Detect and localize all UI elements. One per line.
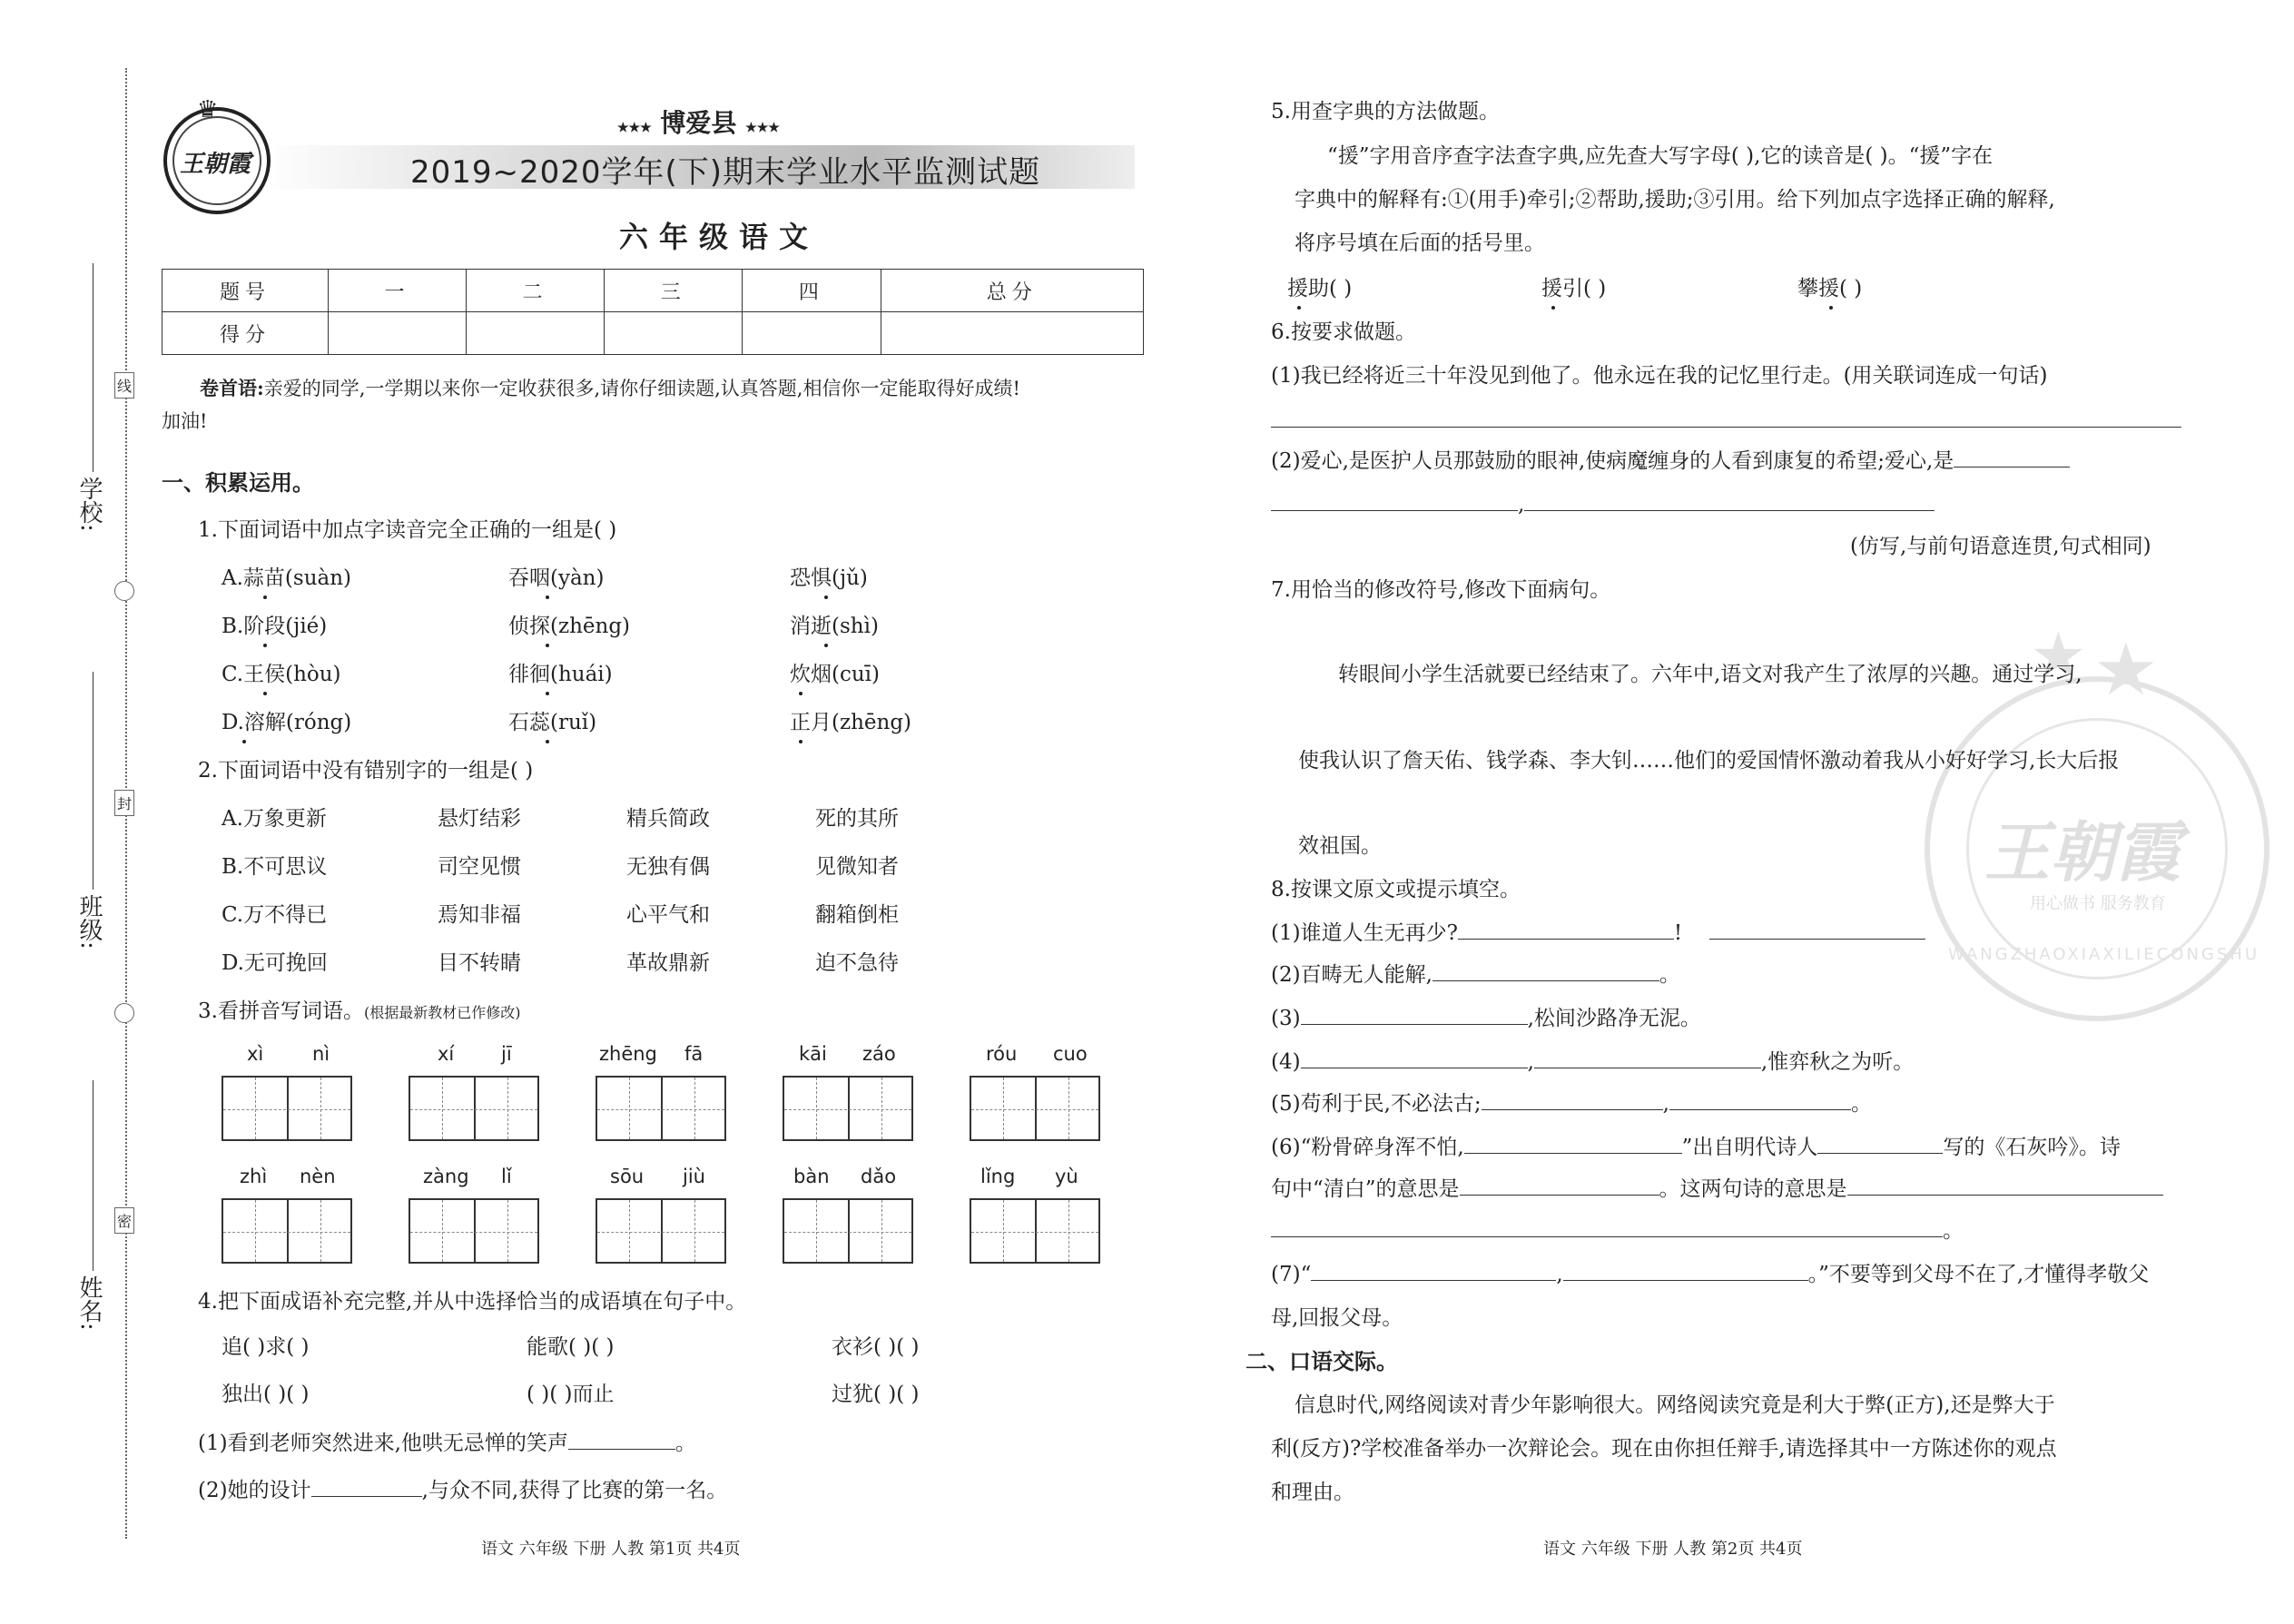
q5-line-2: 字典中的解释有:①(用手)牵引;②帮助,援助;③引用。给下列加点字选择正确的解释, xyxy=(1295,188,2055,212)
q1-option[interactable]: D.溶解(róng) xyxy=(222,711,352,734)
answer-blank[interactable] xyxy=(1954,447,2070,468)
watermark-ring-text: WANGZHAOXIAXILIECONGSHU xyxy=(1948,945,2260,964)
q7-line-2[interactable]: 使我认识了詹天佑、钱学森、李大钊……他们的爱国情怀激动着我从小好好学习,长大后报 xyxy=(1298,749,2120,773)
intro-label: 卷首语: xyxy=(200,377,264,399)
q2-option: 司空见惯 xyxy=(438,855,521,879)
logo-seal xyxy=(163,96,271,214)
q2-stem: 2.下面词语中没有错别字的一组是( ) xyxy=(198,759,534,782)
score-cell: 总分 xyxy=(881,270,1144,312)
answer-blank[interactable] xyxy=(1524,490,1935,511)
pinyin: nì xyxy=(312,1043,330,1065)
answer-blank[interactable] xyxy=(1301,1048,1528,1068)
q1-option: 恐惧(jǔ) xyxy=(790,566,868,590)
class-label: 班级: xyxy=(75,894,103,950)
answer-blank[interactable] xyxy=(1669,1089,1851,1110)
emphasis-dot xyxy=(263,692,267,695)
pinyin: bàn xyxy=(793,1166,830,1187)
pinyin: yù xyxy=(1055,1166,1078,1187)
q2-option: 见微知者 xyxy=(815,855,899,879)
section-2-title: 二、口语交际。 xyxy=(1245,1348,1398,1374)
score-input-cell[interactable] xyxy=(881,312,1144,355)
q2-option[interactable]: C.万不得已 xyxy=(222,903,328,927)
q2-option: 革故鼎新 xyxy=(626,951,710,975)
answer-blank[interactable] xyxy=(1460,1175,1659,1196)
q1-option: 吞咽(yàn) xyxy=(508,566,605,590)
binding-mark-secret: 密 xyxy=(114,1207,134,1234)
emphasis-dot xyxy=(242,740,246,743)
q1-option: 侦探(zhēng) xyxy=(508,615,631,638)
idiom-item[interactable]: 追( )求( ) xyxy=(222,1335,310,1359)
answer-blank[interactable] xyxy=(1301,1004,1528,1025)
q8-item-1: (1)谁道人生无再少? ! xyxy=(1271,919,1925,948)
q2-option[interactable]: D.无可挽回 xyxy=(222,951,328,975)
emphasis-dot xyxy=(546,644,549,647)
q1-option[interactable]: A.蒜苗(suàn) xyxy=(222,566,352,590)
emphasis-dot xyxy=(824,644,828,647)
q8-item-7b: 母,回报父母。 xyxy=(1271,1306,1403,1330)
idiom-item[interactable]: 能歌( )( ) xyxy=(527,1335,615,1359)
q8-item-6b: 句中“清白”的意思是 。这两句诗的意思是 xyxy=(1271,1175,2163,1204)
pinyin: zhēng xyxy=(599,1043,657,1065)
answer-line[interactable] xyxy=(1271,427,2181,428)
section-2-line-3: 和理由。 xyxy=(1271,1481,1354,1504)
answer-blank[interactable] xyxy=(1534,1048,1761,1068)
watermark-seal xyxy=(1925,618,2269,1021)
q1-stem: 1.下面词语中加点字读音完全正确的一组是( ) xyxy=(198,518,617,542)
q8-item-4: (4) , ,惟弈秋之为听。 xyxy=(1271,1048,1914,1077)
q5-line-1: “援”字用音序查字法查字典,应先查大写字母( ),它的读音是( )。“援”字在 xyxy=(1327,144,1994,168)
score-cell: 三 xyxy=(605,270,743,312)
q7-line-3[interactable]: 效祖国。 xyxy=(1298,834,1382,858)
score-cell: 一 xyxy=(329,270,467,312)
q1-option: 消逝(shì) xyxy=(790,615,879,638)
q5-item[interactable]: 援引( ) xyxy=(1541,277,1607,300)
writing-box[interactable] xyxy=(970,1198,1100,1264)
answer-blank[interactable] xyxy=(1464,1133,1682,1154)
q1-option: 正月(zhēng) xyxy=(790,711,912,734)
answer-blank[interactable] xyxy=(1271,490,1518,511)
q5-item[interactable]: 攀援( ) xyxy=(1797,277,1863,300)
emphasis-dot xyxy=(263,595,267,599)
q4-stem: 4.把下面成语补充完整,并从中选择恰当的成语填在句子中。 xyxy=(198,1290,747,1314)
q7-stem: 7.用恰当的修改符号,修改下面病句。 xyxy=(1271,578,1611,602)
answer-blank[interactable] xyxy=(311,1476,422,1497)
emphasis-dot xyxy=(799,692,802,695)
subject-title: 六年级语文 xyxy=(619,220,820,254)
page-footer: 语文 六年级 下册 人教 第2页 共4页 xyxy=(1543,1540,1803,1559)
writing-box[interactable] xyxy=(596,1076,726,1141)
q2-option: 死的其所 xyxy=(815,807,899,831)
score-table-header-row xyxy=(162,270,1144,312)
writing-box[interactable] xyxy=(409,1198,539,1264)
q7-line-1[interactable]: 转眼间小学生活就要已经结束了。六年中,语文对我产生了浓厚的兴趣。通过学习, xyxy=(1338,663,2082,686)
answer-blank[interactable] xyxy=(1817,1133,1943,1154)
idiom-item[interactable]: 衣衫( )( ) xyxy=(832,1335,920,1359)
pinyin: jiù xyxy=(683,1166,705,1187)
q6-note: (仿写,与前句语意连贯,句式相同) xyxy=(1850,535,2151,558)
q1-option: 炊烟(cuī) xyxy=(790,663,880,686)
answer-blank[interactable] xyxy=(1482,1089,1663,1110)
intro-line-2: 加油! xyxy=(162,410,208,432)
watermark-star-icon: ★ xyxy=(2093,627,2159,712)
answer-blank[interactable] xyxy=(1271,1216,1943,1237)
binding-hole-icon xyxy=(114,581,134,601)
pinyin: záo xyxy=(862,1043,896,1065)
section-2-line-2: 利(反方)?学校准备举办一次辩论会。现在由你担任辩手,请选择其中一方陈述你的观点 xyxy=(1271,1437,2057,1461)
section-1-title: 一、积累运用。 xyxy=(162,469,314,496)
q2-option: 无独有偶 xyxy=(626,855,710,879)
page-2 xyxy=(1180,0,2294,1624)
q2-option[interactable]: B.不可思议 xyxy=(222,855,328,879)
score-input-cell[interactable] xyxy=(743,312,881,355)
q6-sentence-2: (2)爱心,是医护人员那鼓励的眼神,使病魔缠身的人看到康复的希望;爱心,是 xyxy=(1271,447,2070,476)
q2-option[interactable]: A.万象更新 xyxy=(222,807,327,831)
q1-option[interactable]: B.阶段(jié) xyxy=(222,615,328,638)
answer-blank[interactable] xyxy=(568,1429,675,1450)
score-table xyxy=(162,269,1144,355)
answer-blank[interactable] xyxy=(1458,919,1674,940)
q4-sentence-1: (1)看到老师突然进来,他哄无忌惮的笑声 。 xyxy=(198,1429,696,1458)
q5-stem: 5.用查字典的方法做题。 xyxy=(1271,100,1500,123)
emphasis-dot xyxy=(1551,306,1555,310)
q8-item-2: (2)百畴无人能解, 。 xyxy=(1271,960,1680,989)
writing-box[interactable] xyxy=(409,1076,539,1141)
writing-box[interactable] xyxy=(222,1198,352,1264)
answer-blank[interactable] xyxy=(1311,1260,1556,1281)
pinyin: cuo xyxy=(1053,1043,1088,1065)
score-table-score-row xyxy=(162,312,1144,355)
pinyin: nèn xyxy=(300,1166,336,1187)
pinyin: kāi xyxy=(799,1043,827,1065)
q2-option: 目不转睛 xyxy=(438,951,521,975)
emphasis-dot xyxy=(263,644,267,647)
score-cell: 题号 xyxy=(162,270,329,312)
emphasis-dot xyxy=(1829,306,1833,310)
logo-crown-icon: ♛ xyxy=(197,96,219,123)
writing-box[interactable] xyxy=(970,1076,1100,1141)
answer-blank[interactable] xyxy=(1709,919,1925,940)
intro-line-1: 卷首语:亲爱的同学,一学期以来你一定收获很多,请你仔细读题,认真答题,相信你一定能取得好成绩! xyxy=(200,377,1020,399)
binding-mark-seal: 封 xyxy=(114,790,134,816)
emphasis-dot xyxy=(824,595,828,599)
answer-blank[interactable] xyxy=(1433,960,1659,981)
binding-mark-line: 线 xyxy=(114,372,134,399)
score-input-cell[interactable] xyxy=(605,312,743,355)
idiom-item[interactable]: 独出( )( ) xyxy=(222,1383,310,1406)
q2-option: 心平气和 xyxy=(626,903,710,927)
pinyin: fā xyxy=(684,1043,704,1065)
watermark-slogan: 用心做书 服务教育 xyxy=(2030,894,2166,913)
answer-blank[interactable] xyxy=(1847,1175,2163,1196)
pinyin: zhì xyxy=(240,1166,268,1187)
score-cell: 得分 xyxy=(162,312,329,355)
logo-text: 王朝霞 xyxy=(180,151,251,178)
q6-sentence-1: (1)我已经将近三十年没见到他了。他永远在我的记忆里行走。(用关联词连成一句话) xyxy=(1271,364,2048,388)
q2-option: 焉知非福 xyxy=(438,903,521,927)
watermark-star-icon: ★ xyxy=(2030,618,2087,693)
writing-box[interactable] xyxy=(783,1198,913,1264)
q8-item-3: (3) ,松间沙路净无泥。 xyxy=(1271,1004,1701,1033)
pinyin: zàng xyxy=(423,1166,469,1187)
q2-option: 翻箱倒柜 xyxy=(815,903,899,927)
class-blank[interactable] xyxy=(93,672,94,890)
stars-right-icon: ★★★ xyxy=(745,121,780,135)
score-input-cell[interactable] xyxy=(329,312,467,355)
binding-hole-icon xyxy=(114,1003,134,1023)
q8-stem: 8.按课文原文或提示填空。 xyxy=(1271,878,1521,901)
pinyin: lǐng xyxy=(980,1166,1016,1187)
q5-line-3: 将序号填在后面的括号里。 xyxy=(1295,231,1545,255)
answer-blank[interactable] xyxy=(1563,1260,1808,1281)
q2-option: 悬灯结彩 xyxy=(438,807,521,831)
q8-item-7a: (7)“ , 。”不要等到父母不在了,才懂得孝敬父 xyxy=(1271,1260,2149,1289)
pinyin: sōu xyxy=(610,1166,645,1187)
county-title: ★★★ 博爱县 ★★★ xyxy=(617,108,780,138)
school-label: 学校: xyxy=(75,477,103,532)
q8-item-5: (5)苟利于民,不必法古; , 。 xyxy=(1271,1089,1872,1118)
emphasis-dot xyxy=(1297,306,1301,310)
q2-option: 精兵简政 xyxy=(626,807,710,831)
q8-item-6a: (6)“粉骨碎身浑不怕, ”出自明代诗人 写的《石灰吟》。诗 xyxy=(1271,1133,2121,1162)
page-footer: 语文 六年级 下册 人教 第1页 共4页 xyxy=(481,1540,741,1559)
writing-box[interactable] xyxy=(596,1198,726,1264)
q1-option: 徘徊(huái) xyxy=(508,663,613,686)
q3-stem: 3.看拼音写词语。(根据最新教材已作修改) xyxy=(198,999,521,1023)
name-blank[interactable] xyxy=(93,1080,94,1271)
q8-item-6c: 。 xyxy=(1271,1216,1964,1245)
q1-option[interactable]: C.王侯(hòu) xyxy=(222,663,341,686)
stars-left-icon: ★★★ xyxy=(617,121,652,135)
school-blank[interactable] xyxy=(93,263,94,472)
watermark-name: 王朝霞 xyxy=(1984,813,2181,891)
emphasis-dot xyxy=(546,595,549,599)
pinyin: xí xyxy=(438,1043,455,1065)
pinyin: dǎo xyxy=(861,1166,897,1187)
q1-option: 石蕊(ruǐ) xyxy=(508,711,597,734)
section-2-line-1: 信息时代,网络阅读对青少年影响很大。网络阅读究竟是利大于弊(正方),还是弊大于 xyxy=(1295,1393,2055,1417)
emphasis-dot xyxy=(546,692,549,695)
emphasis-dot xyxy=(799,740,802,743)
pinyin: róu xyxy=(986,1043,1018,1065)
q3-note: (根据最新教材已作修改) xyxy=(363,1004,521,1021)
idiom-item[interactable]: 过犹( )( ) xyxy=(832,1383,920,1406)
q4-sentence-2: (2)她的设计 ,与众不同,获得了比赛的第一名。 xyxy=(198,1476,727,1505)
score-input-cell[interactable] xyxy=(467,312,605,355)
writing-box[interactable] xyxy=(222,1076,352,1141)
q6-sentence-2b: , xyxy=(1271,490,1935,519)
score-cell: 四 xyxy=(743,270,881,312)
pinyin: lǐ xyxy=(501,1166,512,1187)
idiom-item[interactable]: ( )( )而止 xyxy=(527,1383,615,1406)
q2-option: 迫不急待 xyxy=(815,951,899,975)
q5-item[interactable]: 援助( ) xyxy=(1287,277,1353,300)
score-cell: 二 xyxy=(467,270,605,312)
name-label: 姓名: xyxy=(75,1275,103,1331)
q6-stem: 6.按要求做题。 xyxy=(1271,320,1416,344)
pinyin: jī xyxy=(501,1043,512,1065)
writing-box[interactable] xyxy=(783,1076,913,1141)
pinyin: xì xyxy=(247,1043,264,1065)
emphasis-dot xyxy=(546,740,549,743)
exam-title: 2019~2020学年(下)期末学业水平监测试题 xyxy=(410,154,1041,191)
